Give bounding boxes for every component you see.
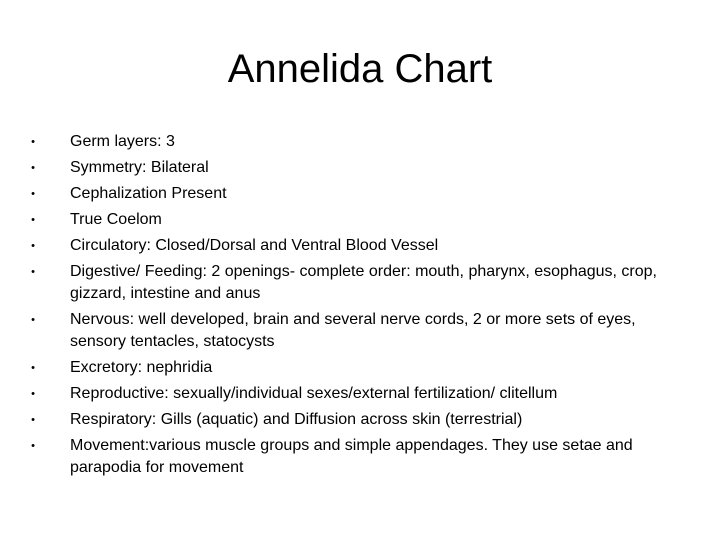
bullet-dot-icon: •	[31, 188, 35, 200]
bullet-text: Nervous: well developed, brain and several nerve cords, 2 or more sets of eyes, sensory tentacles, statocysts	[70, 311, 636, 350]
bullet-dot-icon: •	[31, 388, 35, 400]
bullet-text: Excretory: nephridia	[70, 359, 213, 376]
bullet-item-movement	[26, 435, 696, 479]
bullet-text: Symmetry: Bilateral	[70, 159, 209, 176]
bullet-item-respiratory	[26, 409, 696, 431]
bullet-text: Cephalization Present	[70, 185, 227, 202]
bullet-dot-icon: •	[31, 266, 35, 278]
bullet-item-germ-layers	[26, 131, 696, 153]
bullet-text: True Coelom	[70, 211, 162, 228]
bullet-dot-icon: •	[31, 240, 35, 252]
bullet-text: Movement:various muscle groups and simple appendages. They use setae and parapodia for movement	[70, 437, 633, 476]
bullet-item-cephalization	[26, 183, 696, 205]
bullet-dot-icon: •	[31, 214, 35, 226]
bullet-item-reproductive	[26, 383, 696, 405]
bullet-text: Reproductive: sexually/individual sexes/external fertilization/ clitellum	[70, 385, 558, 402]
bullet-dot-icon: •	[31, 414, 35, 426]
bullet-list	[26, 131, 696, 483]
bullet-item-circulatory	[26, 235, 696, 257]
bullet-item-excretory	[26, 357, 696, 379]
bullet-text: Circulatory: Closed/Dorsal and Ventral Blood Vessel	[70, 237, 439, 254]
bullet-item-digestive	[26, 261, 696, 305]
slide-title: Annelida Chart	[227, 47, 493, 91]
bullet-dot-icon: •	[31, 314, 35, 326]
bullet-item-coelom	[26, 209, 696, 231]
bullet-text: Digestive/ Feeding: 2 openings- complete order: mouth, pharynx, esophagus, crop, gizzard, intestine and anus	[70, 263, 657, 302]
bullet-dot-icon: •	[31, 362, 35, 374]
bullet-item-nervous	[26, 309, 696, 353]
bullet-item-symmetry	[26, 157, 696, 179]
bullet-text: Respiratory: Gills (aquatic) and Diffusion across skin (terrestrial)	[70, 411, 523, 428]
bullet-text: Germ layers: 3	[70, 133, 175, 150]
bullet-dot-icon: •	[31, 162, 35, 174]
bullet-dot-icon: •	[31, 136, 35, 148]
bullet-dot-icon: •	[31, 440, 35, 452]
